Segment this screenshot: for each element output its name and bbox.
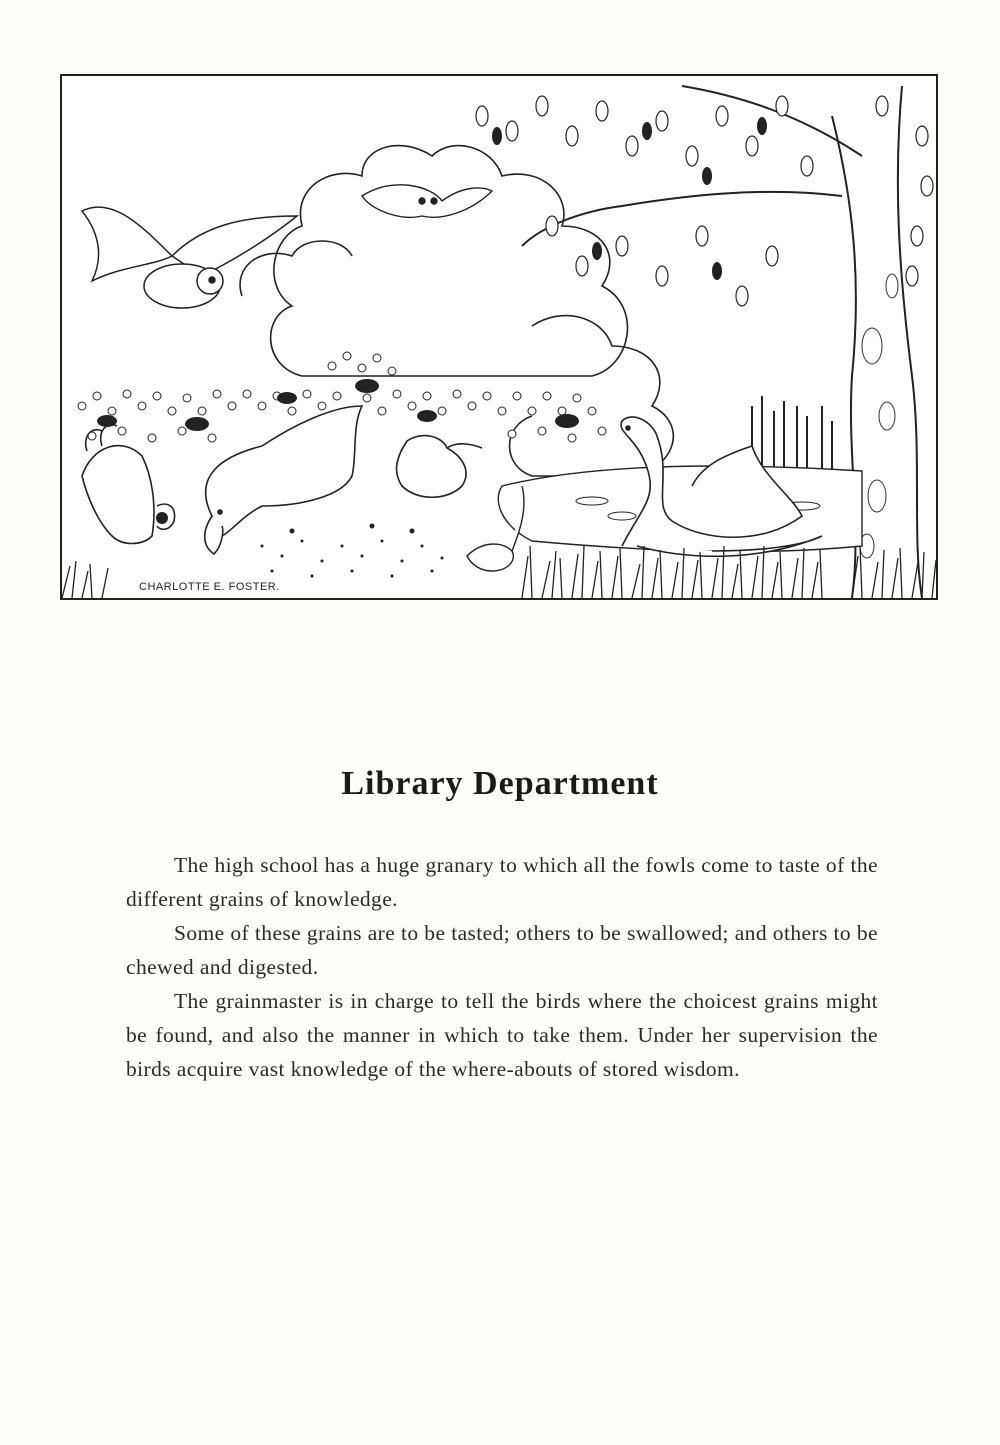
body-text — [126, 848, 878, 1086]
rooster — [82, 425, 175, 544]
tree-trunk — [898, 86, 922, 598]
duck — [397, 436, 482, 498]
tree-branch — [682, 86, 862, 156]
artist-signature: CHARLOTTE E. FOSTER. — [136, 581, 283, 593]
cloud-shape — [240, 241, 352, 296]
paragraph: The high school has a huge granary to which all the fowls come to taste of the different grains of knowledge. — [126, 853, 878, 911]
cloud-shape — [271, 146, 628, 376]
rooster-head — [156, 512, 168, 524]
page-title: Library Department — [341, 765, 659, 802]
illustration-drawing — [62, 76, 936, 598]
owl — [362, 185, 492, 218]
tree-leaves — [476, 96, 933, 306]
paragraph: Some of these grains are to be tasted; others to be swallowed; and others to be chewed and digested. — [126, 921, 878, 979]
goose — [205, 406, 362, 554]
reeds — [752, 396, 832, 471]
flying-bird — [82, 207, 297, 308]
tree-branch — [522, 192, 842, 246]
ground-stipple — [261, 524, 444, 578]
bird-illustration — [60, 74, 938, 600]
paragraph: The grainmaster is in charge to tell the birds where the choicest grains might be found, and also the manner in which to take them. Under her supervision the birds acquire vast knowledge of the where-abouts of stored wisdom. — [126, 989, 878, 1081]
